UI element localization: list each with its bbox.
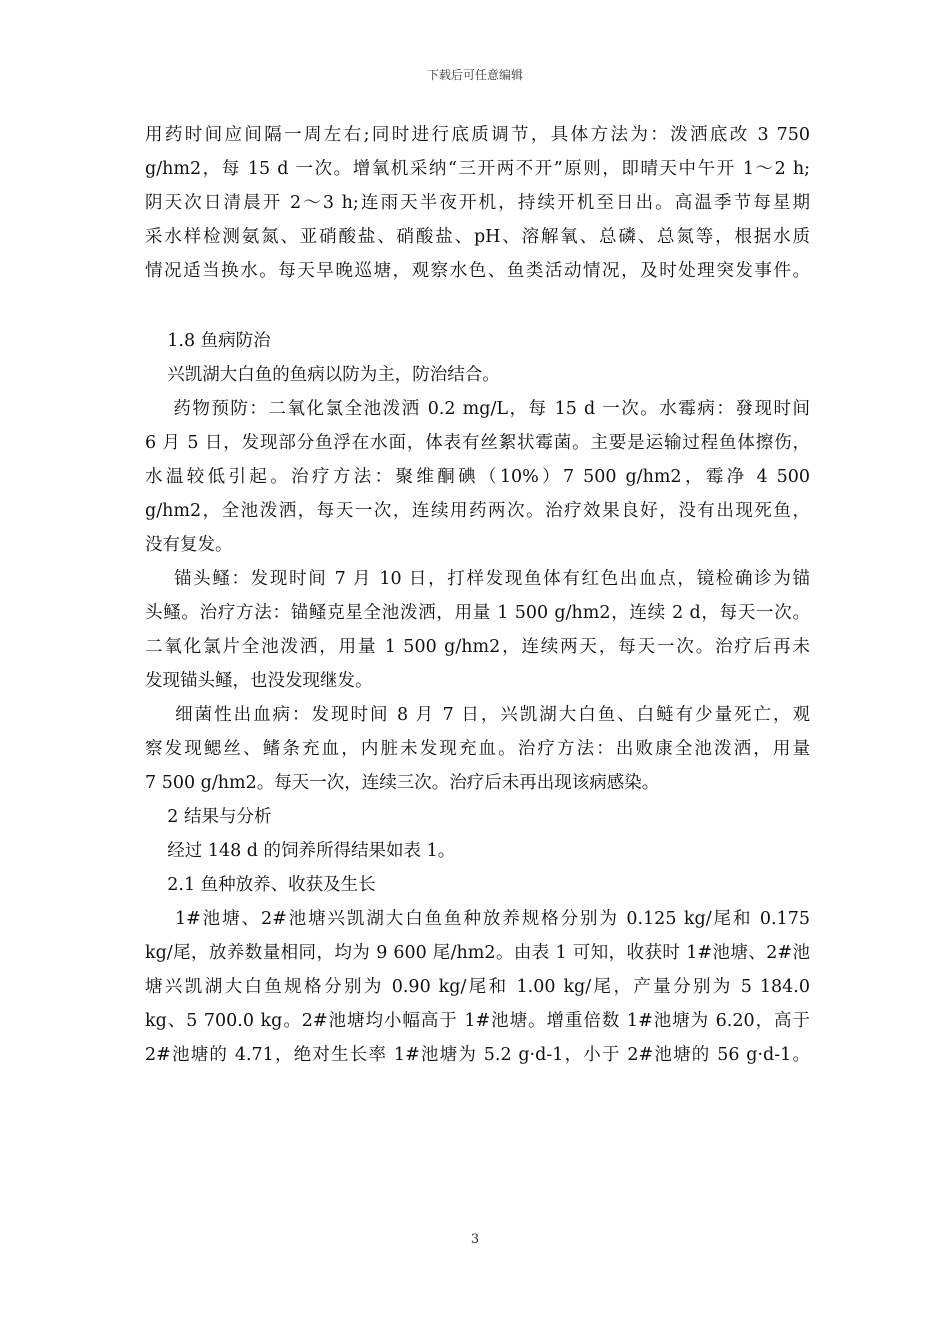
- text-line: 细菌性出血病：发现时间 8 月 7 日，兴凯湖大白鱼、白鲢有少量死亡，观: [145, 705, 810, 725]
- text-line: 7 500 g/hm2。每天一次，连续三次。治疗后未再出现该病感染。: [145, 773, 660, 793]
- text-line: 6 月 5 日，发现部分鱼浮在水面，体表有丝絮状霉菌。主要是运输过程鱼体擦伤，: [145, 433, 810, 453]
- text-line: 采水样检测氨氮、亚硝酸盐、硝酸盐、pH、溶解氧、总磷、总氮等，根据水质: [145, 227, 810, 247]
- text-line: 头鳋。治疗方法：锚鳋克星全池泼洒，用量 1 500 g/hm2，连续 2 d，每天一次。: [145, 603, 810, 623]
- text-line: 水温较低引起。治疗方法：聚维酮碘（10%）7 500 g/hm2，霉净 4 500: [145, 467, 810, 487]
- page-header: 下载后可任意编辑: [426, 68, 523, 82]
- text-line: 2#池塘的 4.71，绝对生长率 1#池塘为 5.2 g·d-1，小于 2#池塘的 56 g·d-1。: [145, 1045, 810, 1065]
- text-line: g/hm2，每 15 d 一次。增氧机采纳“三开两不开”原则，即晴天中午开 1～2 h;: [145, 159, 810, 179]
- text-line: 塘兴凯湖大白鱼规格分别为 0.90 kg/尾和 1.00 kg/尾，产量分别为 5 184.0: [145, 977, 810, 997]
- text-line: g/hm2，全池泼洒，每天一次，连续用药两次。治疗效果良好，没有出现死鱼，: [145, 501, 810, 521]
- section-heading: 2 结果与分析: [145, 807, 272, 827]
- text-line: 察发现鳃丝、鳍条充血，内脏未发现充血。治疗方法：出败康全池泼洒，用量: [145, 739, 810, 759]
- section-heading: 2.1 鱼种放养、收获及生长: [145, 875, 376, 895]
- body-text: [145, 118, 810, 1072]
- paragraph-gap: [145, 288, 810, 324]
- text-line: 1#池塘、2#池塘兴凯湖大白鱼鱼种放养规格分别为 0.125 kg/尾和 0.175: [145, 909, 810, 929]
- text-line: 用药时间应间隔一周左右;同时进行底质调节，具体方法为：泼洒底改 3 750: [145, 125, 810, 145]
- text-line: 兴凯湖大白鱼的鱼病以防为主，防治结合。: [145, 365, 500, 385]
- text-line: 阴天次日清晨开 2～3 h;连雨天半夜开机，持续开机至日出。高温季节每星期: [145, 193, 810, 213]
- text-line: 发现锚头鳋，也没发现继发。: [145, 671, 373, 691]
- text-line: 情况适当换水。每天早晚巡塘，观察水色、鱼类活动情况，及时处理突发事件。: [145, 261, 810, 281]
- section-heading: 1.8 鱼病防治: [145, 331, 271, 351]
- text-line: 锚头鳋：发现时间 7 月 10 日，打样发现鱼体有红色出血点，镜检确诊为锚: [145, 569, 810, 589]
- text-line: 经过 148 d 的饲养所得结果如表 1。: [145, 841, 456, 861]
- text-line: 药物预防：二氧化氯全池泼洒 0.2 mg/L，每 15 d 一次。水霉病：發现时间: [145, 399, 810, 419]
- text-line: 没有复发。: [145, 535, 233, 555]
- text-line: kg/尾，放养数量相同，均为 9 600 尾/hm2。由表 1 可知，收获时 1#池塘、2#池: [145, 943, 810, 963]
- page-number: 3: [470, 1232, 480, 1247]
- text-line: kg、5 700.0 kg。2#池塘均小幅高于 1#池塘。增重倍数 1#池塘为 6.20，高于: [145, 1011, 810, 1031]
- text-line: 二氧化氯片全池泼洒，用量 1 500 g/hm2，连续两天，每天一次。治疗后再未: [145, 637, 810, 657]
